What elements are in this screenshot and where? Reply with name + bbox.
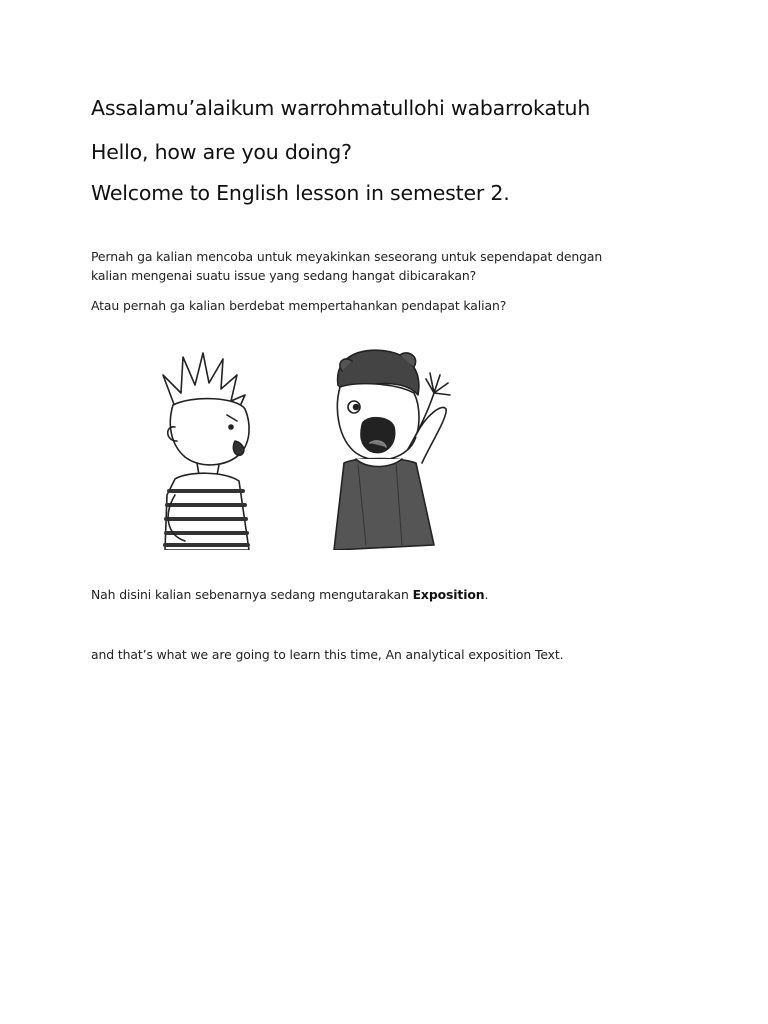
- exposition-paragraph: [91, 585, 488, 604]
- question-paragraph-2: Atau pernah ga kalian berdebat mempertahankan pendapat kalian?: [91, 298, 507, 313]
- greeting-salam: Assalamu’alaikum warrohmatullohi wabarrokatuh: [91, 96, 591, 120]
- question-line-1: Pernah ga kalian mencoba untuk meyakinkan seseorang untuk sependapat dengan: [91, 249, 603, 264]
- exposition-text-prefix: Nah disini kalian sebenarnya sedang mengutarakan: [91, 587, 413, 602]
- greeting-hello: Hello, how are you doing?: [91, 140, 352, 164]
- exposition-text-suffix: .: [484, 587, 489, 602]
- lesson-topic-paragraph: and that’s what we are going to learn this time, An analytical exposition Text.: [91, 647, 564, 662]
- question-paragraph-1: [91, 247, 602, 285]
- girl-figure: [334, 350, 450, 550]
- greeting-welcome: Welcome to English lesson in semester 2.: [91, 181, 510, 205]
- arguing-kids-illustration: [145, 345, 465, 550]
- boy-figure: [163, 353, 249, 550]
- question-line-2: kalian mengenai suatu issue yang sedang hangat dibicarakan?: [91, 268, 477, 283]
- exposition-keyword: Exposition: [412, 587, 485, 602]
